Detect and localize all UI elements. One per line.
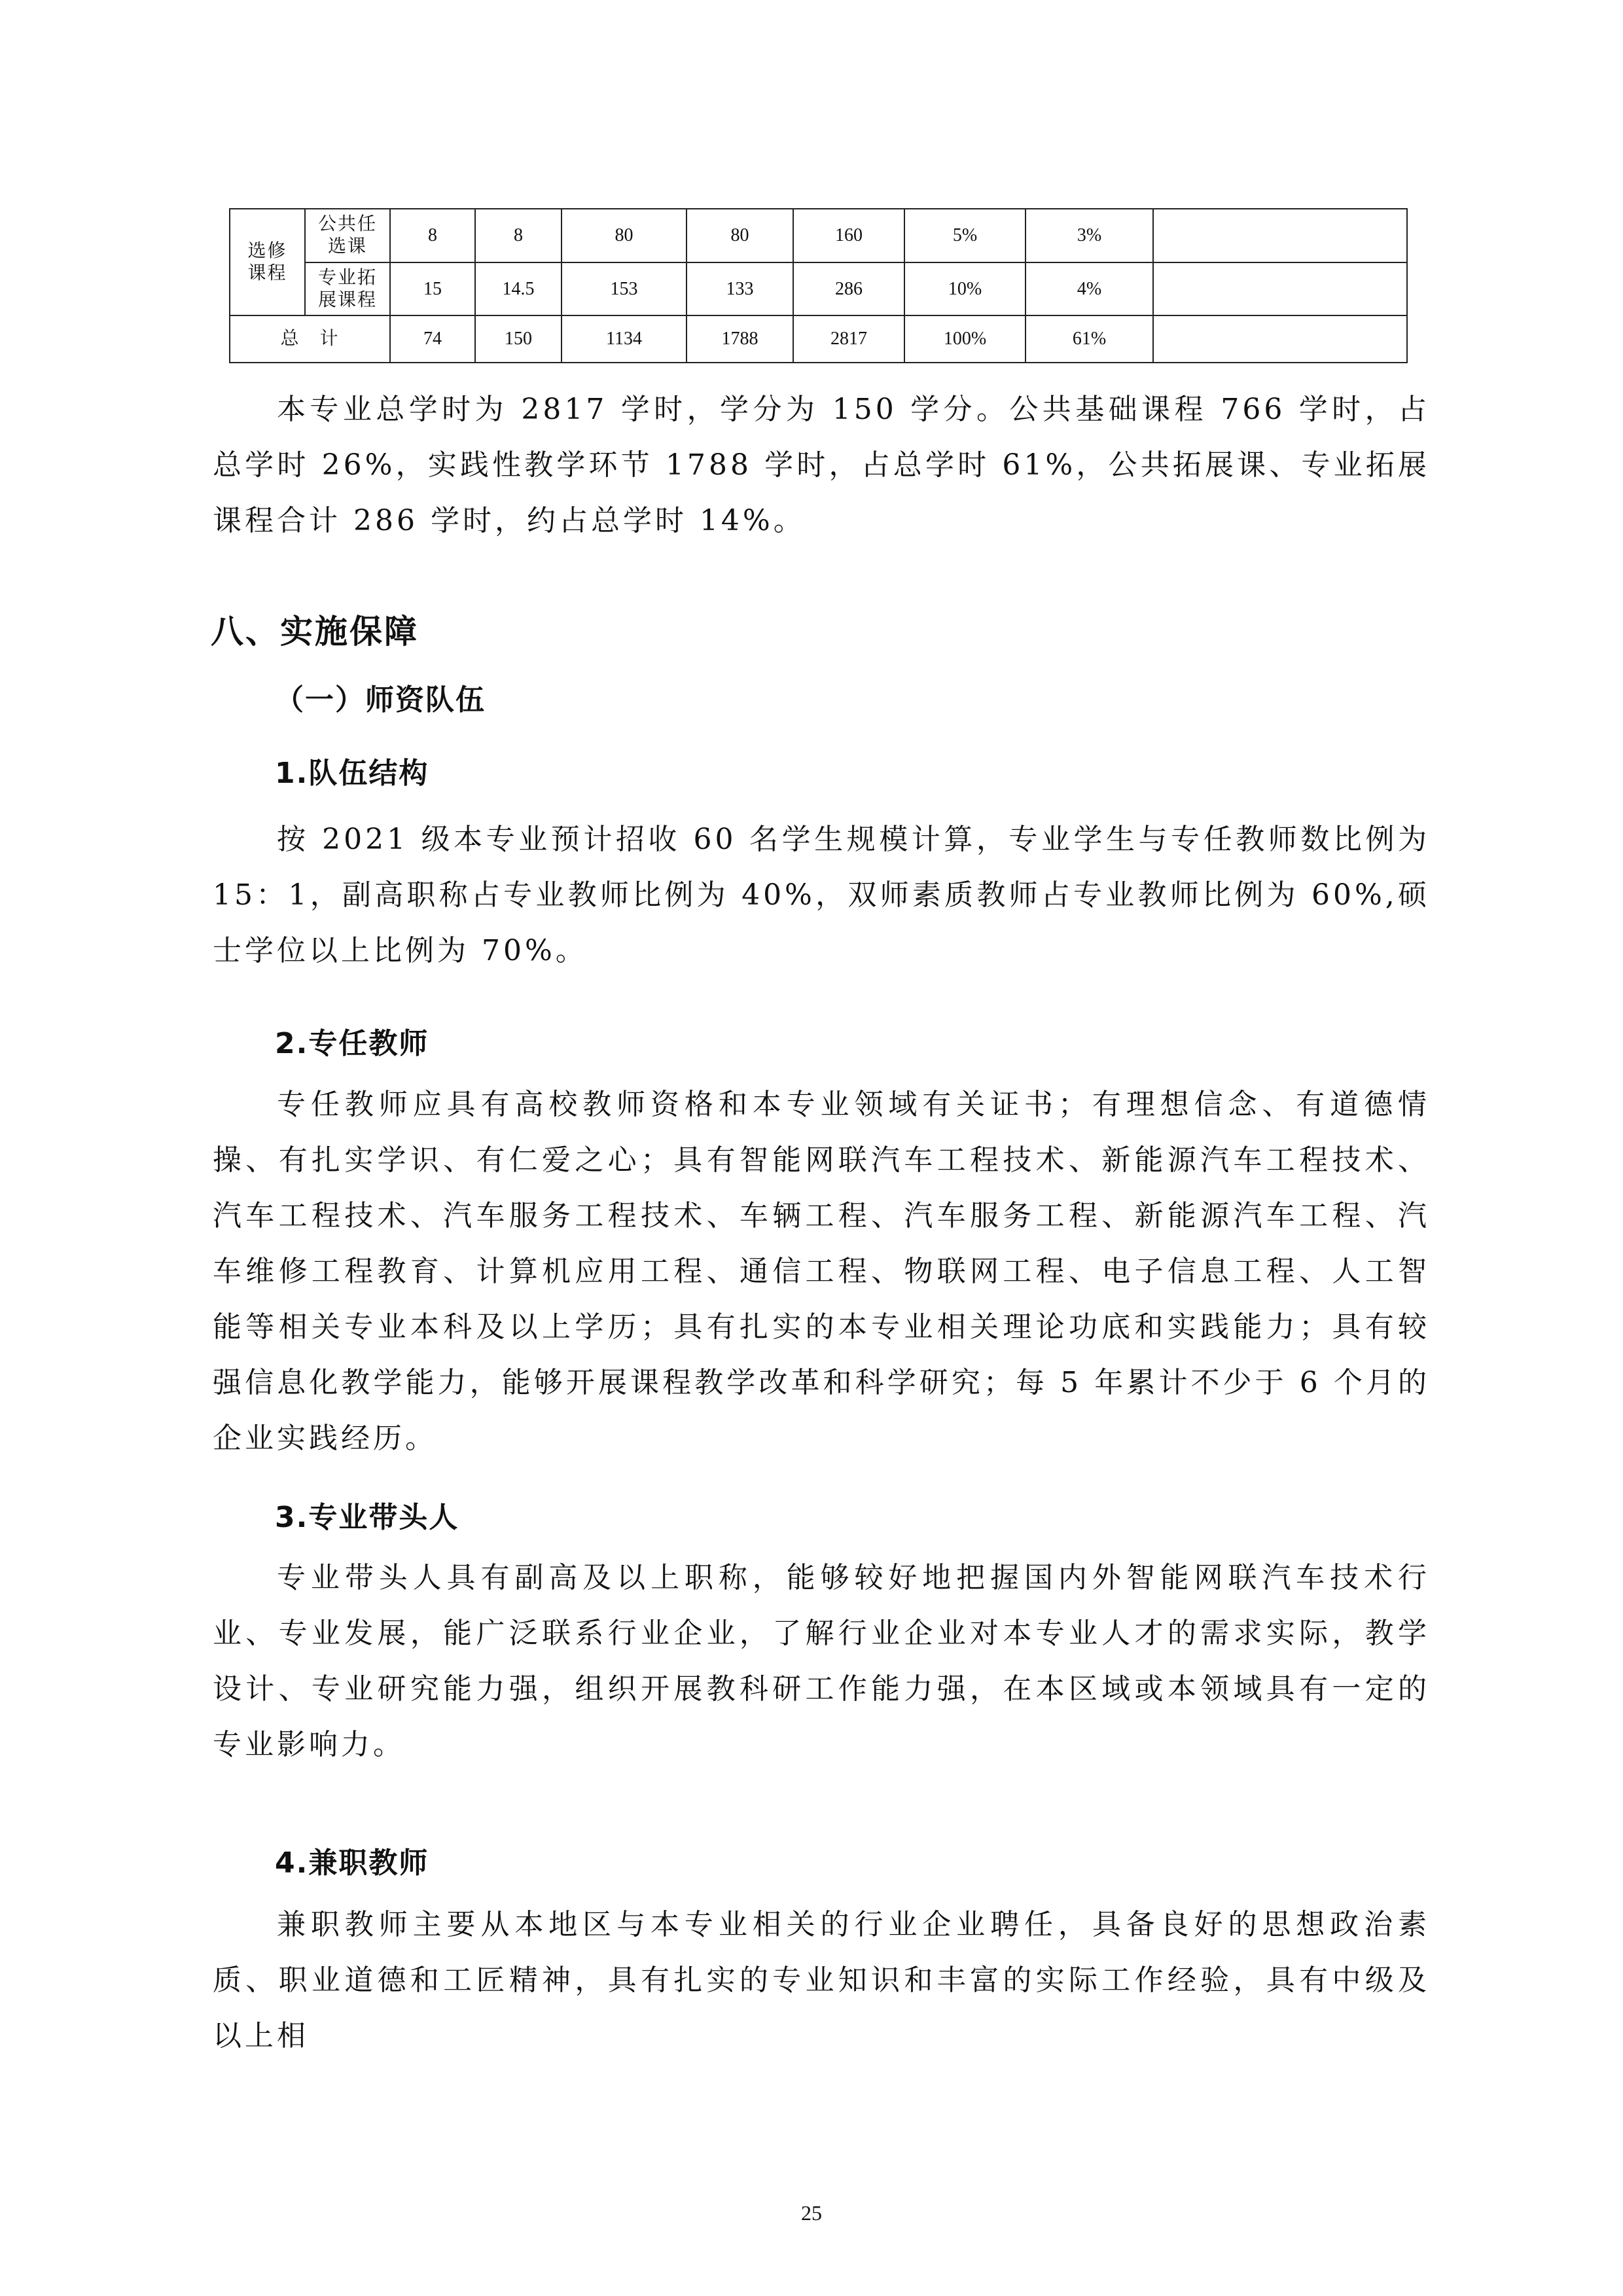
item-paragraph: 专业带头人具有副高及以上职称，能够较好地把握国内外智能网联汽车技术行业、专业发展，能广泛联系行业企业，了解行业企业对本专业人才的需求实际，教学设计、专业研究能力强，组织开展教科研工作能力强，在本区域或本领域具有一定的专业影响力。	[213, 1561, 1430, 1761]
row-group-label: 选修 课程	[230, 209, 305, 315]
item-paragraph: 专任教师应具有高校教师资格和本专业领域有关证书；有理想信念、有道德情操、有扎实学识、有仁爱之心；具有智能网联汽车工程技术、新能源汽车工程技术、汽车工程技术、汽车服务工程技术、车辆工程、汽车服务工程、新能源汽车工程、汽车维修工程教育、计算机应用工程、通信工程、物联网工程、电子信息工程、人工智能等相关专业本科及以上学历；具有扎实的本专业相关理论功底和实践能力；具有较强信息化教学能力，能够开展课程教学改革和科学研究；每 5 年累计不少于 6 个月的企业实践经历。	[213, 1088, 1430, 1455]
table-cell: 1788	[687, 315, 793, 363]
table-total-row	[230, 315, 1407, 363]
table-cell	[1153, 315, 1407, 363]
table-cell: 8	[475, 209, 562, 262]
table-cell: 80	[687, 209, 793, 262]
table-cell: 5%	[904, 209, 1026, 262]
credit-hours-table	[229, 208, 1408, 363]
item-heading: 4.兼职教师	[275, 1846, 429, 1880]
total-label-cell: 总 计	[230, 315, 390, 363]
table-row	[230, 209, 1407, 262]
table-cell	[1153, 209, 1407, 262]
course-name-cell: 公共任 选课	[305, 209, 390, 262]
table-cell	[1153, 262, 1407, 316]
item-heading: 2.专任教师	[275, 1027, 429, 1060]
table-cell: 10%	[904, 262, 1026, 316]
table-cell: 14.5	[475, 262, 562, 316]
table-cell: 4%	[1026, 262, 1153, 316]
table-cell: 2817	[793, 315, 904, 363]
table-cell: 150	[475, 315, 562, 363]
course-name-cell: 专业拓 展课程	[305, 262, 390, 316]
table-cell: 1134	[562, 315, 687, 363]
table-cell: 8	[390, 209, 475, 262]
table-row	[230, 262, 1407, 316]
item-paragraph: 兼职教师主要从本地区与本专业相关的行业企业聘任，具备良好的思想政治素质、职业道德和工匠精神，具有扎实的专业知识和丰富的实际工作经验，具有中级及以上相	[213, 1908, 1430, 2053]
page-number: 25	[801, 2201, 822, 2225]
table-cell: 80	[562, 209, 687, 262]
table-cell: 3%	[1026, 209, 1153, 262]
table-cell: 133	[687, 262, 793, 316]
table-cell: 100%	[904, 315, 1026, 363]
subsection-title: （一）师资队伍	[275, 683, 486, 717]
table-cell: 74	[390, 315, 475, 363]
table-cell: 153	[562, 262, 687, 316]
section-title: 八、实施保障	[211, 613, 419, 651]
summary-paragraph: 本专业总学时为 2817 学时，学分为 150 学分。公共基础课程 766 学时，占总学时 26%，实践性教学环节 1788 学时，占总学时 61%，公共拓展课、专业拓展课程合计 286 学时，约占总学时 14%。	[213, 393, 1430, 537]
item-heading: 3.专业带头人	[275, 1501, 459, 1534]
table-cell: 160	[793, 209, 904, 262]
table-cell: 286	[793, 262, 904, 316]
item-paragraph: 按 2021 级本专业预计招收 60 名学生规模计算，专业学生与专任教师数比例为 15：1，副高职称占专业教师比例为 40%，双师素质教师占专业教师比例为 60%,硕士学位以上比例为 70%。	[213, 823, 1430, 967]
table-cell: 61%	[1026, 315, 1153, 363]
item-heading: 1.队伍结构	[275, 757, 429, 790]
table-cell: 15	[390, 262, 475, 316]
